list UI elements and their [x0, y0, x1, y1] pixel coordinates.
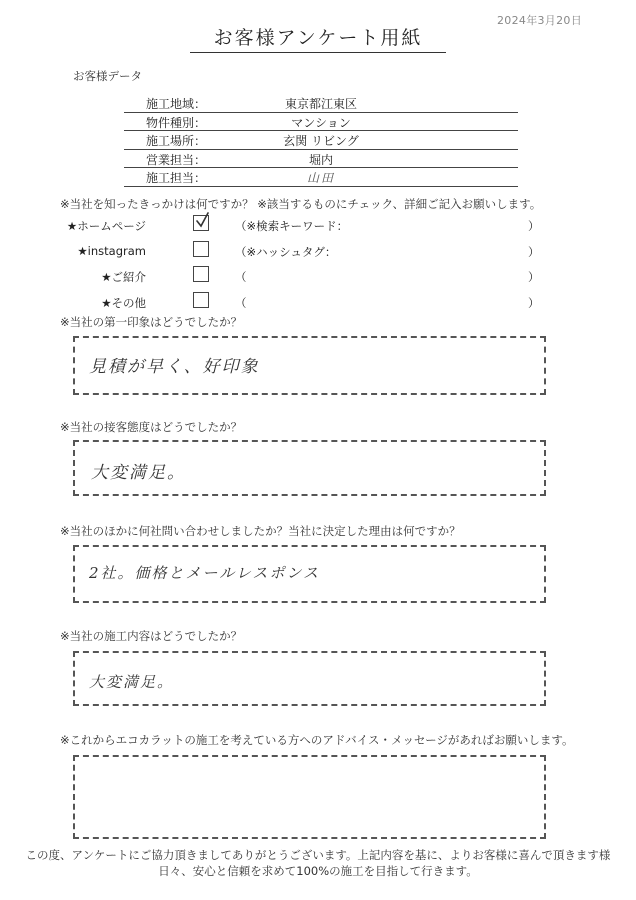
question-advice-message: ※これからエコカラットの施工を考えている方へのアドバイス・メッセージがあればお願いします。 — [60, 733, 574, 747]
source-note: （ — [235, 270, 247, 284]
source-row-referral — [0, 265, 636, 287]
source-checkbox[interactable] — [193, 215, 209, 231]
source-row-homepage — [0, 214, 636, 236]
row-value: マンション — [291, 115, 351, 130]
row-value: 東京都江東区 — [284, 97, 357, 111]
answer-handwriting: 大変満足。 — [91, 463, 186, 483]
source-close-paren: ） — [528, 219, 540, 233]
source-checkbox[interactable] — [193, 241, 209, 257]
row-value-handwritten: 山田 — [306, 171, 335, 185]
answer-box-advice-message[interactable] — [73, 755, 546, 839]
row-label: 物件種別： — [146, 115, 207, 130]
check-mark-icon — [195, 212, 209, 230]
footer-line-1: この度、アンケートにご協力頂きましてありがとうございます。上記内容を基に、よりお客様に喜んで頂きます様 — [25, 848, 611, 862]
customer-row-installer — [124, 168, 518, 187]
survey-date: 2024年3月20日 — [497, 14, 582, 27]
source-label: ★ご紹介 — [101, 270, 146, 284]
source-row-instagram — [0, 240, 636, 262]
answer-box-installation-quality[interactable] — [73, 651, 546, 706]
source-label: ★ホームページ — [66, 219, 146, 233]
source-checkbox[interactable] — [193, 292, 209, 308]
answer-box-service-attitude[interactable] — [73, 440, 546, 496]
source-row-other — [0, 291, 636, 313]
row-label: 施工地域： — [146, 97, 207, 111]
customer-row-property-type — [124, 113, 518, 132]
question-installation-quality: ※当社の施工内容はどうでしたか？ — [60, 629, 243, 643]
customer-row-area — [124, 94, 518, 113]
row-label: 施工担当： — [146, 171, 207, 185]
source-close-paren: ） — [528, 245, 540, 259]
source-close-paren: ） — [528, 296, 540, 310]
answer-box-first-impression[interactable] — [73, 336, 546, 395]
question-source: ※当社を知ったきっかけは何ですか？ ※該当するものにチェック、詳細ご記入お願いします。 — [60, 197, 542, 211]
customer-row-location — [124, 131, 518, 150]
customer-data-table — [124, 94, 518, 187]
source-note: （※検索キーワード： — [235, 219, 349, 233]
row-label: 施工場所： — [146, 134, 207, 148]
answer-handwriting: 見積が早く、好印象 — [89, 357, 260, 377]
answer-handwriting: 2社。価格とメールレスポンス — [89, 564, 320, 582]
footer-line-2: 日々、安心と信頼を求めて100%の施工を目指して行きます。 — [158, 864, 478, 878]
customer-section-label: お客様データ — [73, 69, 142, 83]
answer-handwriting: 大変満足。 — [89, 673, 175, 691]
row-value: 玄関 リビング — [283, 134, 359, 148]
source-note: （※ハッシュタグ： — [235, 245, 337, 259]
source-checkbox[interactable] — [193, 266, 209, 282]
source-label: ★instagram — [77, 244, 146, 258]
source-close-paren: ） — [528, 270, 540, 284]
title-block — [190, 26, 446, 53]
row-value: 堀内 — [308, 152, 333, 167]
question-other-companies: ※当社のほかに何社問い合わせしましたか？当社に決定した理由は何ですか？ — [60, 524, 461, 538]
customer-row-sales-rep — [124, 150, 518, 169]
source-label: ★その他 — [101, 296, 146, 310]
answer-box-other-companies[interactable] — [73, 545, 546, 603]
question-service-attitude: ※当社の接客態度はどうでしたか？ — [60, 420, 243, 434]
page-title: お客様アンケート用紙 — [213, 27, 423, 49]
question-first-impression: ※当社の第一印象はどうでしたか？ — [60, 315, 243, 329]
row-label: 営業担当： — [146, 152, 207, 167]
source-note: （ — [235, 296, 247, 310]
